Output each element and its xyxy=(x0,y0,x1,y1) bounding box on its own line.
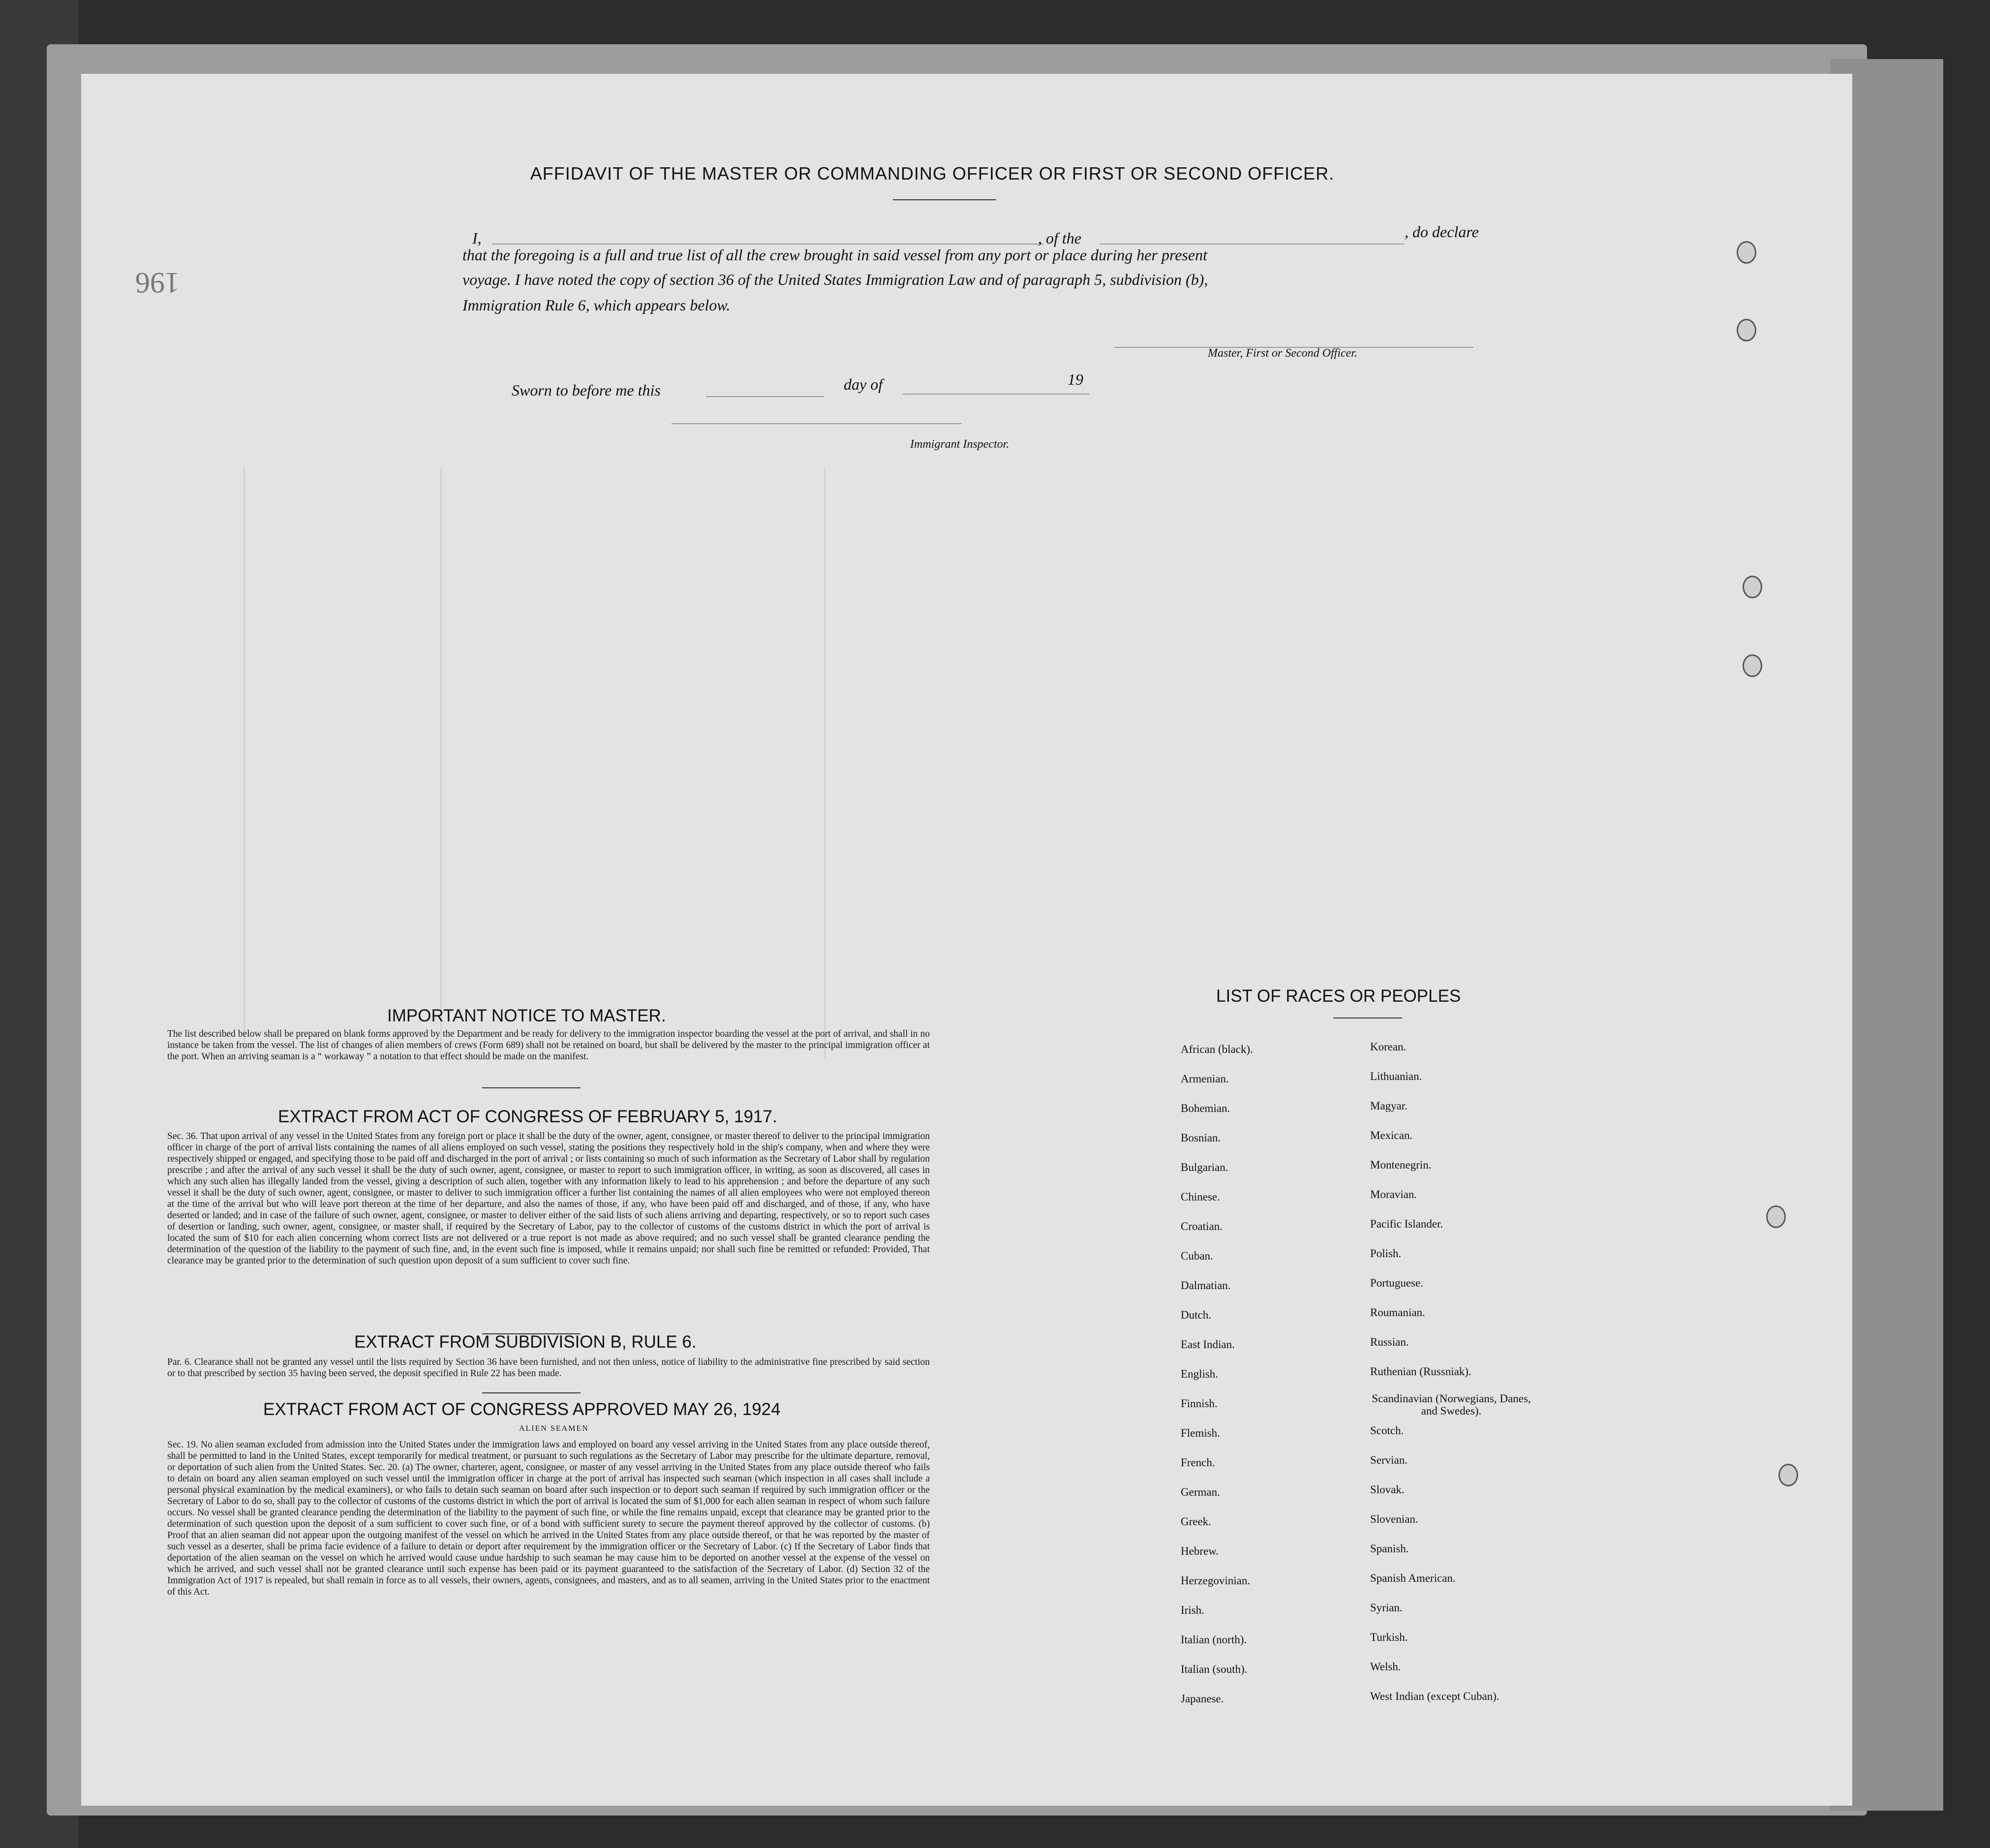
race-item: African (black). xyxy=(1181,1043,1253,1055)
race-item: Flemish. xyxy=(1181,1427,1220,1439)
page-number: 196 xyxy=(135,267,180,299)
extract-1917-title: EXTRACT FROM ACT OF CONGRESS OF FEBRUARY 5, 1917. xyxy=(278,1107,777,1126)
extract-1924-text: Sec. 19. No alien seaman excluded from admission into the United States under the immigration laws and employed on board any vessel arriving in the United States from any place outside thereof, shall be permitted to land in the United States, except temporarily for medical treatment, or pursuant to such regulations as the Secretary of Labor may prescribe for the ultimate departure, removal, or deportation of such alien from the United States. Sec. 20. (a) The owner, charterer, agent, consignee, or master of any vessel arriving in the United States from any place outside thereof who fails to detain on board any alien seaman employed on such vessel until the immigration officer in charge at the port of arrival has inspected such seaman (which inspection in all cases shall include a personal physical examination by the medical examiners), or who fails to detain such seaman on board after such inspection or to deport such seaman if required by such immigration officer or the Secretary of Labor to do so, shall pay to the collector of customs of the customs district in which the port of arrival is located the sum of $1,000 for each alien seaman in respect of whom such failure occurs. No vessel shall be granted clearance pending the determination of the liability to the payment of such fine, or while the fine remains unpaid, except that clearance may be granted prior to the determination of such question upon the deposit of a sum sufficient to cover such fine, or of a bond with sufficient surety to secure the payment thereof approved by the collector of customs. (b) Proof that an alien seaman did not appear upon the outgoing manifest of the vessel on which he arrived in the United States from any place outside thereof, or that he was reported by the master of such vessel as a deserter, shall be prima facie evidence of a failure to detain or deport after requirement by the immigration officer or the Secretary of Labor. (c) If the Secretary of Labor finds that deportation of the alien seaman on the vessel on which he arrived would cause undue hardship to such seaman he may cause him to be deported on another vessel at the expense of the vessel on which he arrived, and such vessel shall not be granted clearance until such expense has been paid or its payment guaranteed to the satisfaction of the Secretary of Labor. (d) Section 32 of the Immigration Act of 1917 is repealed, but shall remain in force as to all vessels, their owners, agents, consignees, and masters, and as to all seamen, arriving in the United States prior to the enactment of this Act. xyxy=(167,1440,930,1597)
binder-hole xyxy=(1743,654,1762,677)
extract-1924-title: EXTRACT FROM ACT OF CONGRESS APPROVED MAY 26, 1924 xyxy=(263,1400,781,1419)
race-item: Slovak. xyxy=(1370,1483,1405,1496)
binder-hole xyxy=(1737,241,1756,264)
extract-rule6-divider xyxy=(482,1392,581,1393)
extract-1924-subhead: ALIEN SEAMEN xyxy=(519,1424,589,1433)
year-prefix: 19 xyxy=(1068,370,1083,388)
race-item: Bulgarian. xyxy=(1181,1161,1228,1173)
binder-hole xyxy=(1766,1205,1786,1228)
race-item: Bohemian. xyxy=(1181,1102,1230,1114)
race-item: Turkish. xyxy=(1370,1631,1408,1643)
affidavit-i: I, xyxy=(472,229,482,247)
race-item: Scotch. xyxy=(1370,1424,1404,1437)
extract-rule6-title: EXTRACT FROM SUBDIVISION B, RULE 6. xyxy=(354,1332,697,1352)
race-item: Russian. xyxy=(1370,1336,1409,1348)
notice-text: The list described below shall be prepared on blank forms approved by the Department and be ready for delivery to the immigration inspector boarding the vessel at the port of arrival, and shall in no instance be taken from the vessel. The list of changes of alien members of crews (Form 689) shall not be retained on board, but shall be delivered by the master to the principal immigration officer at the port. When an arriving seaman is a “ workaway ” a notation to that effect should be made on the manifest. xyxy=(167,1029,930,1062)
race-item: Slovenian. xyxy=(1370,1513,1418,1525)
race-item: Greek. xyxy=(1181,1515,1211,1528)
race-item: Irish. xyxy=(1181,1604,1204,1616)
race-item: English. xyxy=(1181,1368,1219,1380)
race-item: Cuban. xyxy=(1181,1250,1213,1262)
race-item: Croatian. xyxy=(1181,1220,1223,1232)
notice-divider xyxy=(482,1087,581,1088)
race-item: Dutch. xyxy=(1181,1309,1211,1321)
race-item: Mexican. xyxy=(1370,1129,1413,1141)
race-item: Pacific Islander. xyxy=(1370,1218,1443,1230)
race-item: Moravian. xyxy=(1370,1188,1417,1201)
extract-rule6-text: Par. 6. Clearance shall not be granted any vessel until the lists required by Section 36 have been furnished, and not then unless, notice of liability to the administrative fine prescribed by said section or to that prescribed by section 35 having been served, the deposit specified in Rule 22 has been made. xyxy=(167,1357,930,1379)
vessel-blank-line xyxy=(1100,244,1405,245)
race-item: Bosnian. xyxy=(1181,1132,1221,1144)
race-item: Finnish. xyxy=(1181,1397,1218,1410)
affidavit-title: AFFIDAVIT OF THE MASTER OR COMMANDING OFFICER OR FIRST OR SECOND OFFICER. xyxy=(530,163,1335,184)
race-item: Magyar. xyxy=(1370,1100,1408,1112)
affidavit-line-2: that the foregoing is a full and true list of all the crew brought in said vessel from any port or place during her present xyxy=(462,246,1207,264)
race-item: Syrian. xyxy=(1370,1602,1403,1614)
month-blank xyxy=(903,394,1090,395)
race-item: Armenian. xyxy=(1181,1073,1229,1085)
affidavit-do-declare: , do declare xyxy=(1405,223,1479,241)
race-item: Korean. xyxy=(1370,1041,1407,1053)
bleed-through-marks xyxy=(244,467,981,1058)
binder-hole xyxy=(1737,319,1756,341)
race-item: Japanese. xyxy=(1181,1693,1224,1705)
races-title-underline xyxy=(1333,1017,1402,1018)
sworn-text: Sworn to before me this xyxy=(512,381,661,399)
day-of-text: day of xyxy=(844,375,883,393)
race-item: East Indian. xyxy=(1181,1338,1235,1351)
race-item: Chinese. xyxy=(1181,1191,1220,1203)
affidavit-line-4: Immigration Rule 6, which appears below. xyxy=(462,296,731,314)
race-item: Italian (south). xyxy=(1181,1663,1248,1675)
race-item: West Indian (except Cuban). xyxy=(1370,1690,1500,1702)
race-item: Portuguese. xyxy=(1370,1277,1423,1289)
races-title: LIST OF RACES OR PEOPLES xyxy=(1216,986,1461,1006)
race-item: French. xyxy=(1181,1456,1215,1469)
race-item: Welsh. xyxy=(1370,1661,1401,1673)
title-underline xyxy=(893,199,996,200)
manifest-page xyxy=(81,74,1852,1806)
race-item: Servian. xyxy=(1370,1454,1408,1466)
race-item: Spanish. xyxy=(1370,1542,1409,1555)
race-item: Dalmatian. xyxy=(1181,1279,1231,1292)
sworn-day-blank xyxy=(706,396,824,397)
race-item: Scandinavian (Norwegians, Danes, and Swedes). xyxy=(1372,1392,1531,1417)
notice-title: IMPORTANT NOTICE TO MASTER. xyxy=(387,1006,666,1025)
extract-1917-text: Sec. 36. That upon arrival of any vessel in the United States from any foreign port or place it shall be the duty of the owner, agent, consignee, or master thereof to deliver to the principal immigration officer in charge of the port of arrival lists containing the names of all aliens employed on such vessel, stating the positions they respectively hold in the ship's company, when and where they were respectively shipped or engaged, and specifying those to be paid off and discharged in the port of arrival ; or lists containing so much of such information as the Secretary of Labor shall by regulation prescribe ; and after the arrival of any such vessel it shall be the duty of such owner, agent, consignee, or master to report to such immigration officer, in writing, as soon as discovered, all cases in which any such alien has illegally landed from the vessel, giving a description of such alien, together with any information likely to lead to his apprehension ; and before the departure of any such vessel it shall be the duty of such owner, agent, consignee, or master to deliver to such immigration officer a further list containing the names of all alien employees who were not employed thereon at the time of the arrival but who will leave port thereon at the time of her departure, and also the names of those, if any, who have been paid off and discharged, and of those, if any, who have deserted or landed; and in case of the failure of such owner, agent, consignee, or master to deliver either of the said lists of such aliens arriving and departing, respectively, or so to report such cases of desertion or landing, such owner, agent, consignee, or master shall, if required by the Secretary of Labor, pay to the collector of customs of the customs district in which the port of arrival is located the sum of $10 for each alien concerning whom correct lists are not delivered or a true report is not made as above required; and no such vessel shall be granted clearance pending the determination of the question of the liability to the payment of such fine, and, in the event such fine is imposed, while it remains unpaid; nor shall such fine be remitted or refunded: Provided, That clearance may be granted prior to the determination of such question upon deposit of a sum sufficient to cover such fine. xyxy=(167,1131,930,1266)
race-item: Italian (north). xyxy=(1181,1633,1247,1646)
name-blank-line xyxy=(492,244,1043,245)
race-item: Polish. xyxy=(1370,1247,1402,1260)
race-item: Lithuanian. xyxy=(1370,1070,1422,1082)
inspector-caption: Immigrant Inspector. xyxy=(910,438,1010,451)
race-item: Roumanian. xyxy=(1370,1306,1425,1319)
affidavit-of-the: , of the xyxy=(1038,229,1081,247)
affidavit-line-3: voyage. I have noted the copy of section 36 of the United States Immigration Law and of paragraph 5, subdivision (b), xyxy=(462,271,1208,288)
race-item: Spanish American. xyxy=(1370,1572,1456,1584)
race-item: German. xyxy=(1181,1486,1220,1498)
master-signature-caption: Master, First or Second Officer. xyxy=(1208,347,1357,360)
race-item: Herzegovinian. xyxy=(1181,1574,1251,1587)
binder-hole xyxy=(1743,576,1762,598)
race-item: Hebrew. xyxy=(1181,1545,1219,1557)
binder-hole xyxy=(1778,1464,1798,1486)
race-item: Montenegrin. xyxy=(1370,1159,1432,1171)
race-item: Ruthenian (Russniak). xyxy=(1370,1365,1471,1378)
inspector-signature-line xyxy=(672,423,962,424)
